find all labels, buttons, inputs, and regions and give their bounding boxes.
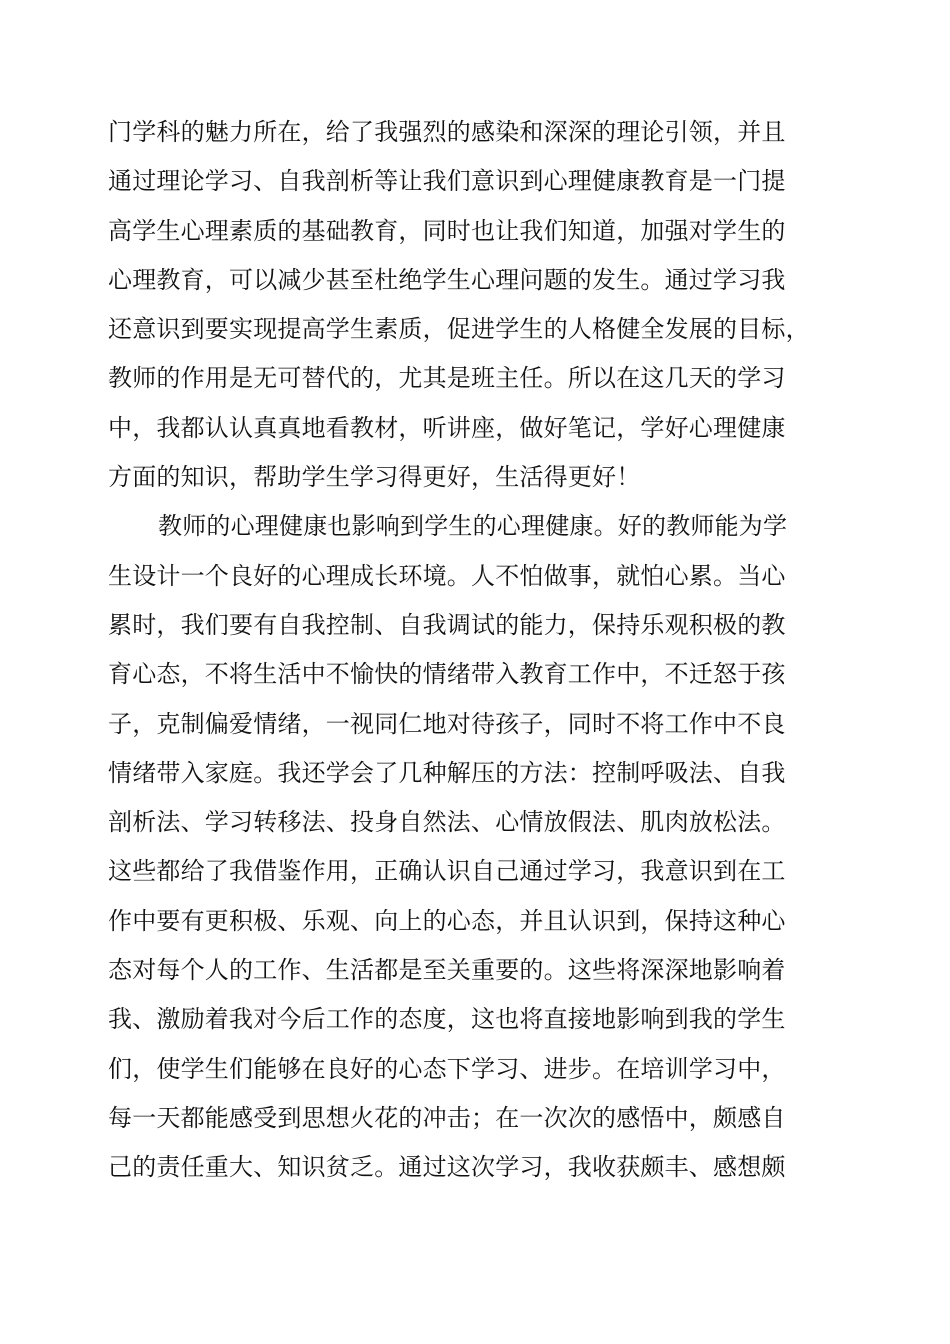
text-line: 中，我都认认真真地看教材，听讲座，做好笔记，学好心理健康 (108, 413, 786, 442)
text-line: 生设计一个良好的心理成长环境。人不怕做事，就怕心累。当心 (108, 561, 786, 590)
text-line: 门学科的魅力所在，给了我强烈的感染和深深的理论引领，并且 (108, 118, 786, 146)
text-line: 高学生心理素质的基础教育，同时也让我们知道，加强对学生的 (108, 216, 786, 245)
text-line: 子，克制偏爱情绪，一视同仁地对待孩子，同时不将工作中不良 (108, 709, 786, 738)
text-line: 通过理论学习、自我剖析等让我们意识到心理健康教育是一门提 (108, 167, 786, 196)
paragraph-first-line: 教师的心理健康也影响到学生的心理健康。好的教师能为学 (158, 512, 788, 541)
text-line: 们，使学生们能够在良好的心态下学习、进步。在培训学习中， (108, 1054, 786, 1083)
body-text (108, 108, 848, 1193)
text-line: 态对每个人的工作、生活都是至关重要的。这些将深深地影响着 (108, 956, 786, 985)
text-line: 心理教育，可以减少甚至杜绝学生心理问题的发生。通过学习我 (108, 265, 786, 294)
text-line: 育心态，不将生活中不愉快的情绪带入教育工作中，不迁怒于孩 (108, 660, 786, 689)
text-line: 还意识到要实现提高学生素质，促进学生的人格健全发展的目标， (108, 315, 810, 344)
text-line: 教师的作用是无可替代的，尤其是班主任。所以在这几天的学习 (108, 364, 786, 393)
text-line: 每一天都能感受到思想火花的冲击；在一次次的感悟中，颇感自 (108, 1103, 786, 1132)
text-line: 累时，我们要有自我控制、自我调试的能力，保持乐观积极的教 (108, 610, 786, 639)
text-line: 作中要有更积极、乐观、向上的心态，并且认识到，保持这种心 (108, 906, 786, 935)
text-line: 剖析法、学习转移法、投身自然法、心情放假法、肌肉放松法。 (108, 808, 786, 837)
text-line: 我、激励着我对今后工作的态度，这也将直接地影响到我的学生 (108, 1005, 786, 1034)
text-line: 这些都给了我借鉴作用，正确认识自己通过学习，我意识到在工 (108, 857, 786, 886)
text-line: 己的责任重大、知识贫乏。通过这次学习，我收获颇丰、感想颇 (108, 1153, 786, 1182)
text-line: 情绪带入家庭。我还学会了几种解压的方法：控制呼吸法、自我 (108, 758, 786, 787)
text-line: 方面的知识，帮助学生学习得更好，生活得更好！ (108, 463, 641, 492)
